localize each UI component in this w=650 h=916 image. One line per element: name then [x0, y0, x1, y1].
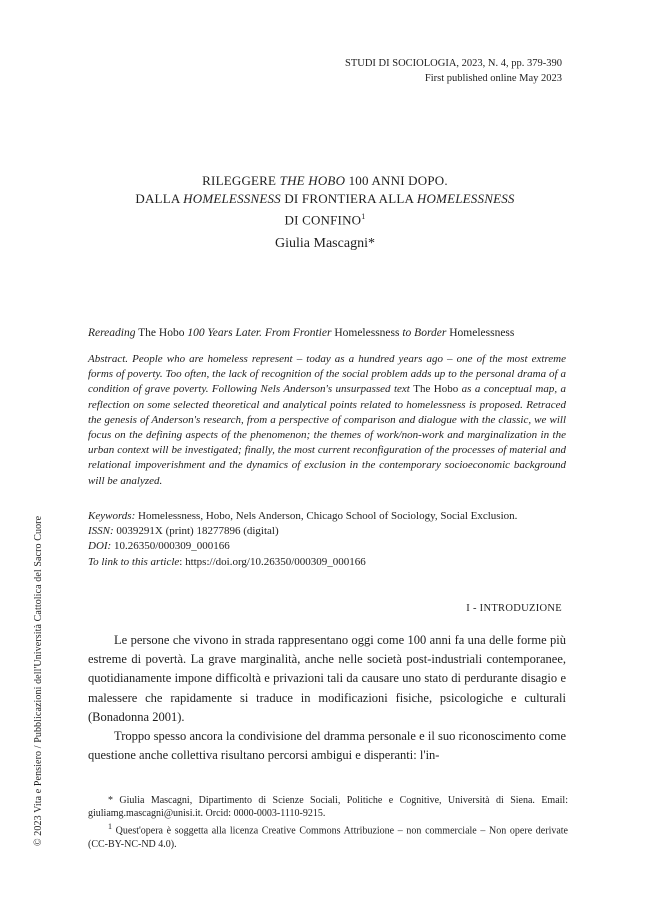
copyright-sidebar: © 2023 Vita e Pensiero / Pubblicazioni dell'Università Cattolica del Sacro Cuore	[33, 515, 44, 846]
abstract: Abstract. People who are homeless represent – today as a hundred years ago – one of the most extreme forms of poverty. Too often, the lack of recognition of the social problem adds up to the personal drama of a condition of grave poverty. Following Nels Anderson's unsurpassed text The Hobo as a conceptual map, a reflection on some selected theoretical and analytical points related to homelessness is proposed. Retraced the genesis of Anderson's research, from a perspective of comparison and dialogue with the classic, we will focus on the defining aspects of the phenomenon; the themes of work/non-work and marginalization in the urban context will be investigated; finally, the most current reconfiguration of the processes of material and relational impoverishment and the dynamics of exclusion in the contemporary socioeconomic background will be analyzed.	[88, 353, 567, 487]
section-heading: I - INTRODUZIONE	[466, 603, 562, 614]
abstract-label: Abstract.	[88, 353, 129, 365]
author-name: Giulia Mascagni*	[275, 236, 375, 251]
paragraph: Troppo spesso ancora la condivisione del dramma personale e il suo riconoscimento come questione anche collettiva risultano percorsi ambigui e disperanti: l'in-	[88, 729, 566, 763]
article-metadata	[88, 509, 568, 570]
title-line-3: DI CONFINO$^1$	[284, 212, 366, 228]
paragraph: Le persone che vivono in strada rappresentano oggi come 100 anni fa una delle forme più estreme di povertà. La grave marginalità, anche nelle società post-industriali contemporanee, quotidianamente impone difficoltà e privazioni tali da causare uno stato di perdurante disagio e malessere che rapidamente si traduce in modificazioni fisiche, psicologiche e culturali (Bonadonna 2001).	[88, 633, 566, 724]
title-line-2: DALLA HOMELESSNESS DI FRONTIERA ALLA HOMELESSNESS	[135, 191, 515, 206]
article-title	[80, 172, 570, 229]
keywords: Keywords: Homelessness, Hobo, Nels Anderson, Chicago School of Sociology, Social Exclusion.	[88, 510, 518, 522]
footnote-marker: 1	[361, 212, 366, 221]
issn: ISSN: 0039291X (print) 18277896 (digital)	[88, 525, 279, 538]
publication-date: First published online May 2023	[424, 73, 562, 84]
journal-citation: STUDI DI SOCIOLOGIA, 2023, N. 4, pp. 379-390	[345, 58, 562, 69]
footnote-author: * Giulia Mascagni, Dipartimento di Scienze Sociali, Politiche e Cognitive, Università di Siena. Email: giuliamg.mascagni@unisi.it. Orcid: 0000-0003-1110-9215.	[88, 795, 568, 820]
article-link[interactable]: To link to this article: https://doi.org/10.26350/000309_000166	[88, 555, 366, 568]
doi: DOI: 10.26350/000309_000166	[88, 540, 230, 553]
footnotes	[88, 794, 568, 851]
body-text	[88, 631, 566, 765]
title-line-1: RILEGGERE THE HOBO 100 ANNI DOPO.	[202, 173, 448, 188]
journal-header	[345, 56, 562, 86]
footnote-license: $^1$ Quest'opera è soggetta alla licenza Creative Commons Attribuzione – non commerciale – Non opere derivate (CC-BY-NC-ND 4.0).	[88, 822, 568, 850]
english-title: Rereading The Hobo 100 Years Later. From Frontier Homelessness to Border Homelessness	[88, 327, 515, 339]
